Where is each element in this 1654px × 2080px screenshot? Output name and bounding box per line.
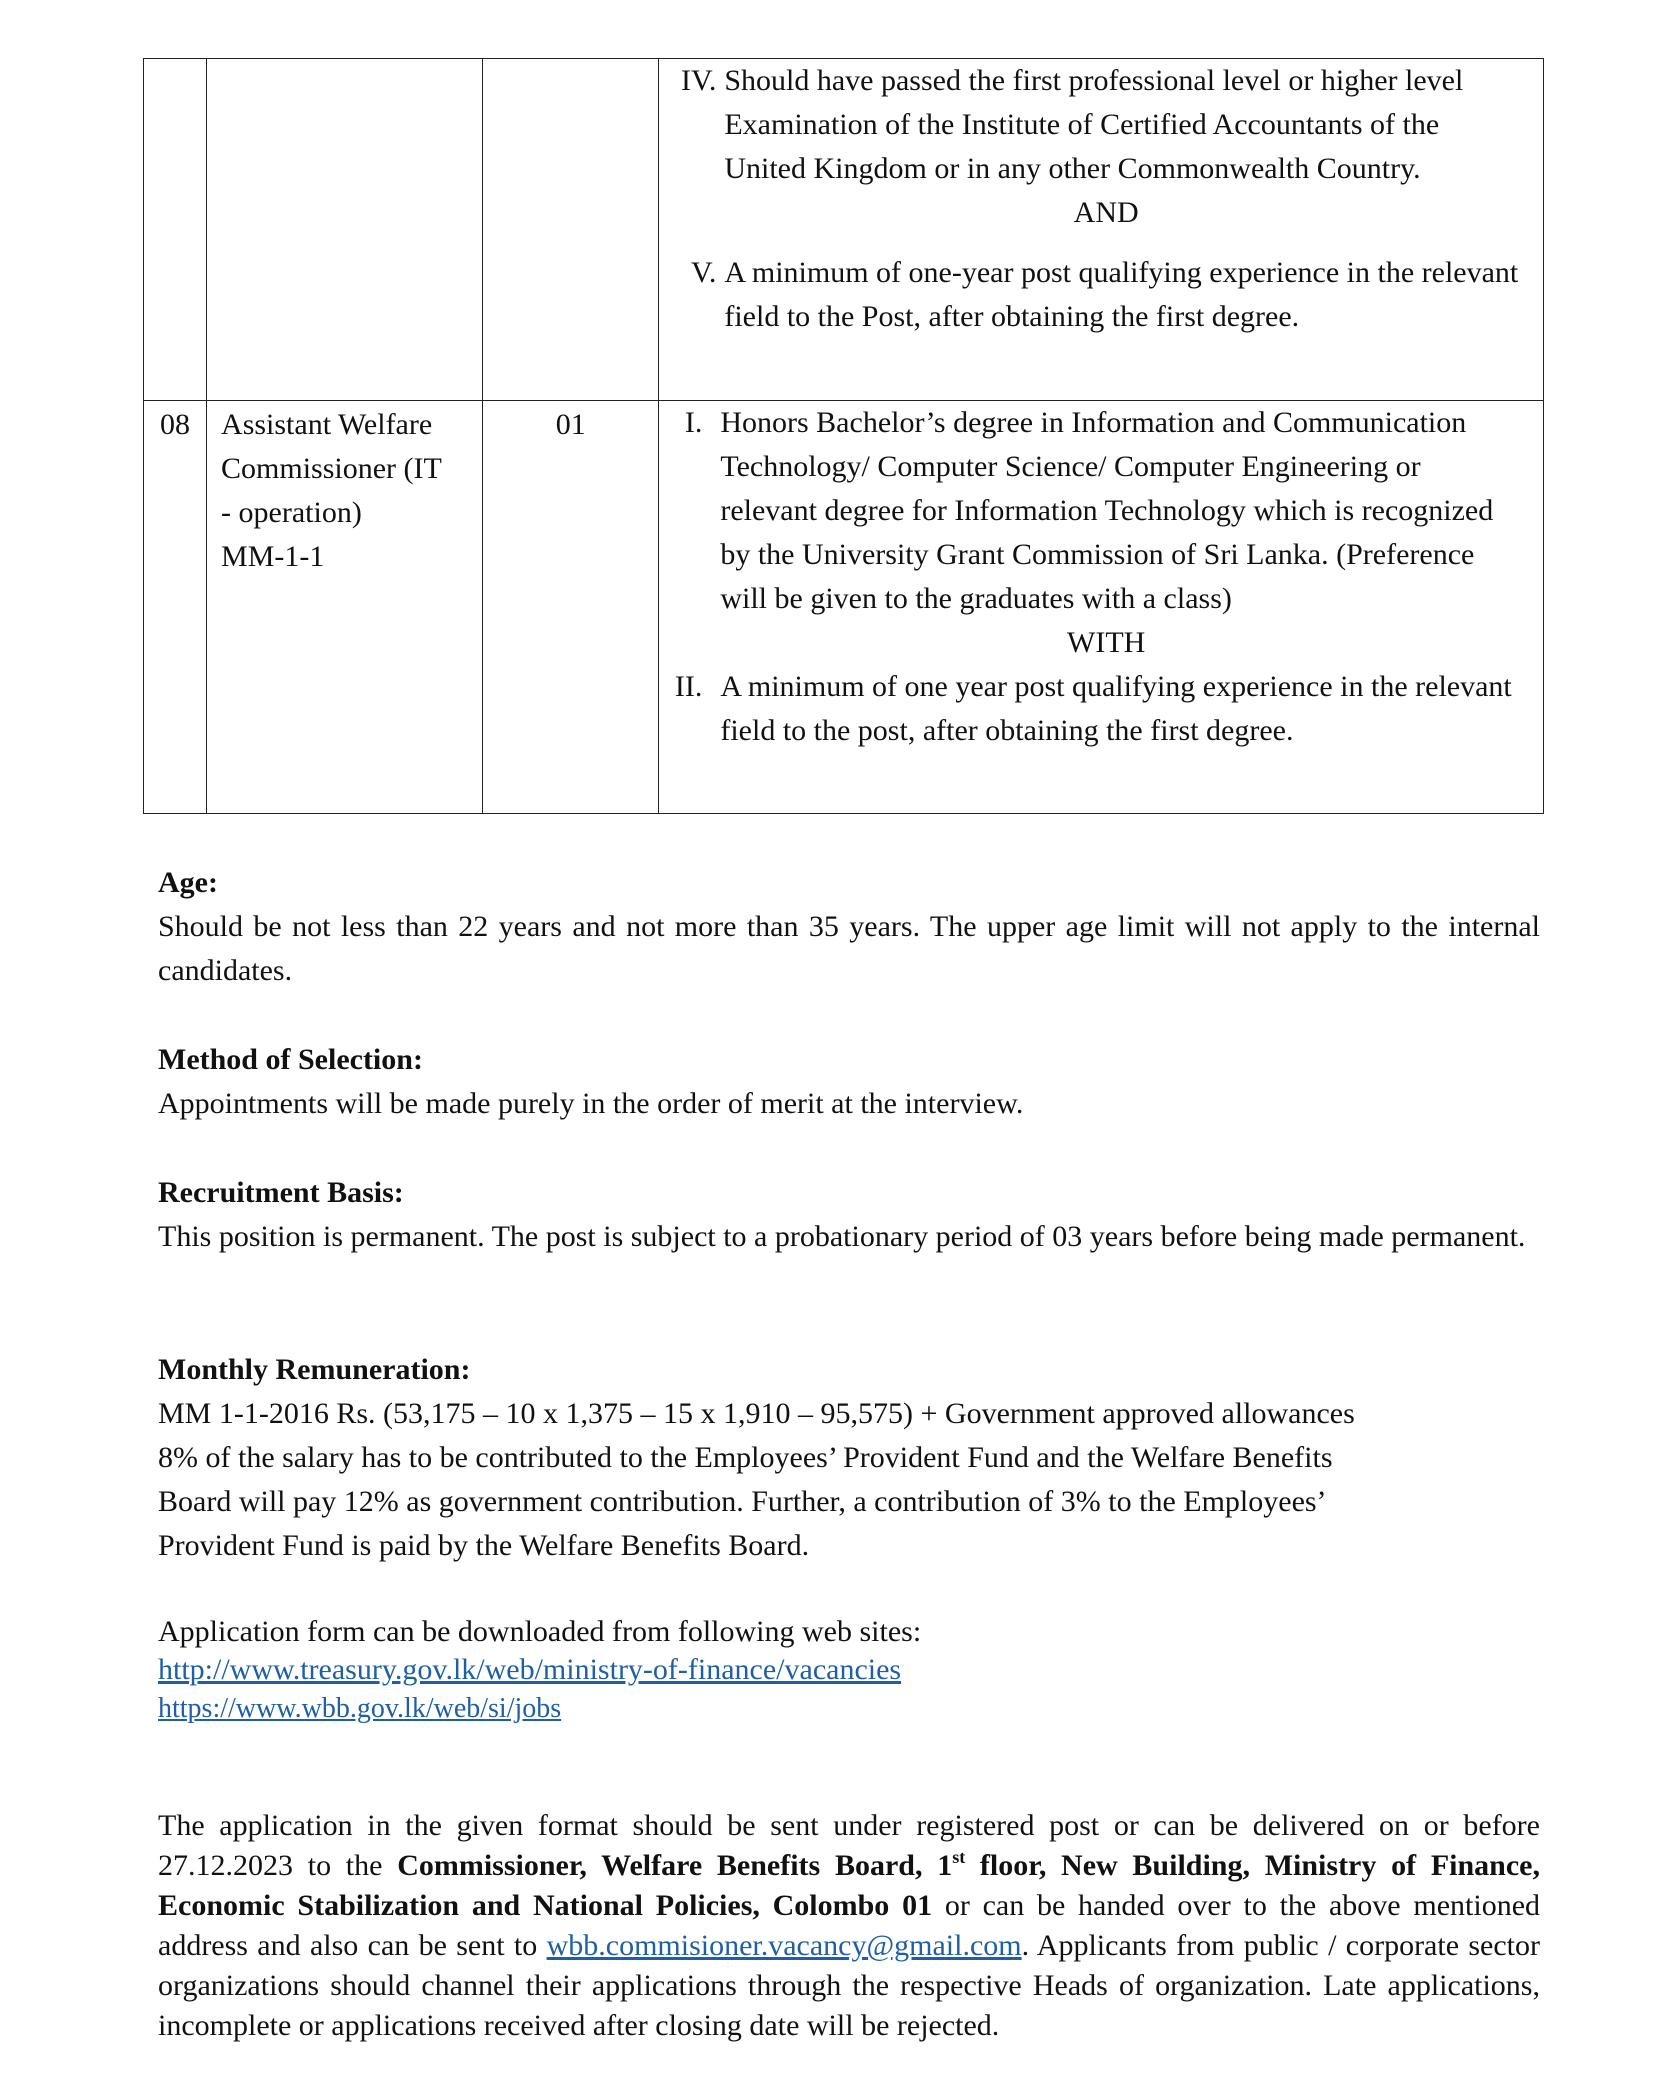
- table-row-08: [144, 401, 1544, 814]
- selection-text: Appointments will be made purely in the order of merit at the interview.: [158, 1087, 1024, 1120]
- download-intro: Application form can be downloaded from following web sites:: [158, 1615, 922, 1648]
- qualification-number: I.: [684, 406, 703, 439]
- treasury-vacancies-link[interactable]: http://www.treasury.gov.lk/web/ministry-of-finance/vacancies: [158, 1653, 902, 1686]
- cell-vacancies: 01: [483, 401, 659, 814]
- submission-text: The application in the given format should be sent under registered post or can be delivered on or before 27.12.2023 to the: [158, 1809, 1540, 1882]
- address-part: Commissioner, Welfare Benefits Board, 1: [397, 1849, 953, 1882]
- cell-post-title: [207, 401, 483, 814]
- qualification-item-v: [659, 251, 1523, 339]
- post-title-line: Commissioner (IT: [221, 452, 442, 485]
- qualification-number: IV.: [681, 64, 717, 97]
- qualification-text: A minimum of one year post qualifying experience in the relevant field to the post, after obtaining the first degree.: [720, 670, 1512, 747]
- qualification-item-i: [659, 401, 1523, 621]
- post-title-line: Assistant Welfare: [221, 408, 433, 441]
- cell-number: 08: [144, 401, 207, 814]
- cell-post-empty: [207, 59, 483, 401]
- table-row-continuation: [144, 59, 1544, 401]
- conjunction-and: AND: [1073, 196, 1139, 229]
- qualification-text: A minimum of one-year post qualifying experience in the relevant field to the Post, after obtaining the first degree.: [724, 256, 1519, 333]
- selection-section: [158, 1038, 1540, 1126]
- remuneration-line: Board will pay 12% as government contribution. Further, a contribution of 3% to the Employees’: [158, 1485, 1327, 1518]
- qualification-item-iv: [659, 59, 1523, 191]
- qualification-number: V.: [691, 256, 717, 289]
- age-text: Should be not less than 22 years and not more than 35 years. The upper age limit will not apply to the internal candidates.: [158, 910, 1540, 987]
- recruitment-heading: Recruitment Basis:: [158, 1176, 404, 1209]
- cell-qualifications: [659, 59, 1544, 401]
- vacancy-table: [143, 58, 1544, 814]
- remuneration-section: [158, 1348, 1540, 1568]
- recruitment-text: This position is permanent. The post is subject to a probationary period of 03 years before being made permanent.: [158, 1220, 1526, 1253]
- qualification-text: Honors Bachelor’s degree in Information and Communication Technology/ Computer Science/ Computer Engineering or relevant degree for Information Technology which is recognized by the University Grant Commission of Sri Lanka. (Preference will be given to the graduates with a class): [720, 406, 1494, 615]
- conjunction-with: WITH: [1067, 626, 1146, 659]
- submission-paragraph: [158, 1806, 1540, 2046]
- cell-qualifications: [659, 401, 1544, 814]
- address-part: floor, New Building, Ministry of Finance, Economic Stabilization and National Policies, Colombo 01: [158, 1849, 1540, 1922]
- selection-heading: Method of Selection:: [158, 1043, 423, 1076]
- remuneration-line: 8% of the salary has to be contributed to the Employees’ Provident Fund and the Welfare Benefits: [158, 1441, 1333, 1474]
- wbb-jobs-link[interactable]: https://www.wbb.gov.lk/web/si/jobs: [158, 1693, 562, 1724]
- cell-number-empty: [144, 59, 207, 401]
- qualification-text: Should have passed the first professional level or higher level Examination of the Institute of Certified Accountants of the United Kingdom or in any other Commonwealth Country.: [724, 64, 1464, 185]
- remuneration-heading: Monthly Remuneration:: [158, 1353, 471, 1386]
- submission-text: or can be handed over to the above mentioned address and also can be sent to: [158, 1889, 1541, 1962]
- post-salary-code: MM-1-1: [221, 540, 325, 573]
- age-section: [158, 861, 1540, 993]
- address-superscript: st: [952, 1847, 966, 1867]
- submission-text: . Applicants from public / corporate sector organizations should channel their applications through the respective Heads of organization. Late applications, incomplete or applications received after closing date will be rejected.: [158, 1929, 1540, 2042]
- age-heading: Age:: [158, 866, 218, 899]
- remuneration-line: MM 1-1-2016 Rs. (53,175 – 10 x 1,375 – 15 x 1,910 – 95,575) + Government approved allowances: [158, 1397, 1355, 1430]
- download-section: [158, 1613, 1540, 1728]
- post-title-line: - operation): [221, 496, 362, 529]
- email-link[interactable]: wbb.commisioner.vacancy@gmail.com: [546, 1929, 1022, 1962]
- remuneration-line: Provident Fund is paid by the Welfare Benefits Board.: [158, 1529, 810, 1562]
- recruitment-section: [158, 1171, 1540, 1259]
- qualification-number: II.: [674, 670, 703, 703]
- qualification-item-ii: [659, 665, 1523, 753]
- cell-vacancies-empty: [483, 59, 659, 401]
